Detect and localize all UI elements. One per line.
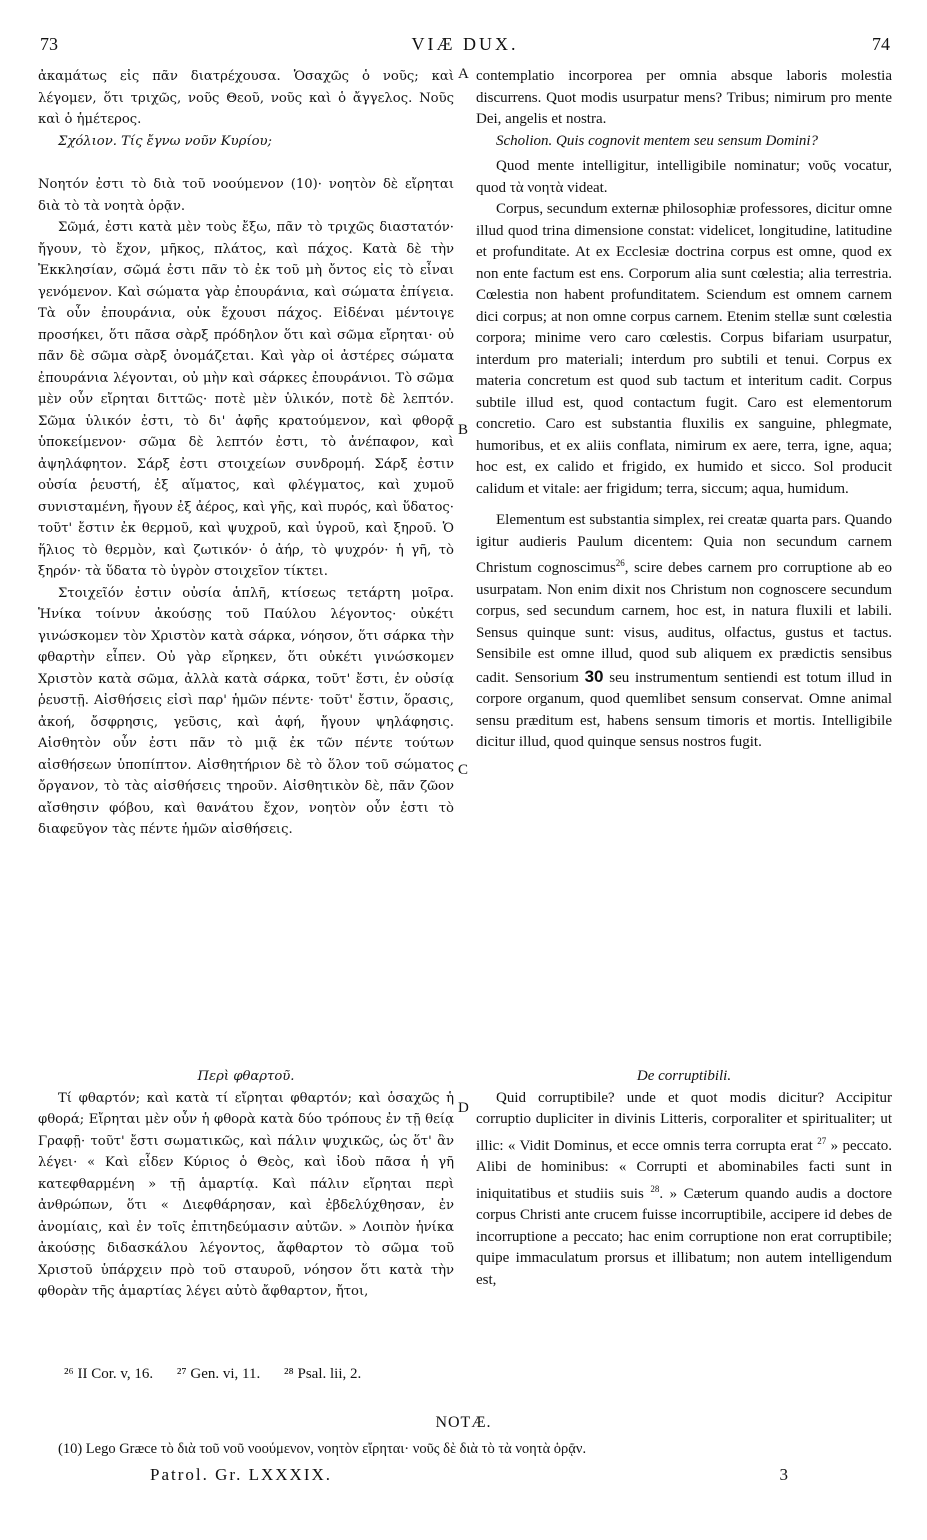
latin-para-6c: . » Cæterum quando audis a doctore corpus Christi ante crucem fuisse incorruptibile, accipere id debes de incorruptione a peccato; hac enim corruptione non erat corruptibile; quipe immaculatum prorsus et illibatum; non autem intelligendum est, (476, 1185, 892, 1288)
greek-para-6: Τί φθαρτόν; καὶ κατὰ τί εἴρηται φθαρτόν; καὶ ὁσαχῶς ἡ φθορά; Εἴρηται μὲν οὖν ἡ φθορὰ κατὰ δύο τρόπους ἐν τῇ θείᾳ Γραφῇ· τοῦτ' ἔστι σωματικῶς, καὶ πάλιν ψυχικῶς, ὡς ὅτ' ἂν λέγει· « Καὶ εἶδεν Κύριος ὁ Θεὸς, καὶ ἰδοὺ πᾶσα ἡ γῆ κατεφθαρμένη » τῇ ἁμαρτίᾳ. Καὶ πάλιν εἴρηται περὶ ἀνθρώπων, ὅτι « Διεφθάρησαν, καὶ ἐβδελύχθησαν, ἐν ἀνομίαις, καὶ ἐν τοῖς ἐπιτηδεύμασιν αὐτῶν. » Λοιπὸν ἡνίκα ἀκούσῃς διδασκάλου λέγοντος, ἄφθαρτον τὸ σῶμα τοῦ Χριστοῦ ὑπάρχειν πρὸ τοῦ σταυροῦ, νόησον ὅτι κατὰ τὴν φθορὰν τῆς ἁμαρτίας λέγει αὐτὸ ἄφθαρτον, ἤτοι, (38, 1090, 454, 1299)
marker-c: C (458, 762, 469, 778)
greek-para-4: Σῶμά, ἐστι κατὰ μὲν τοὺς ἔξω, πᾶν τὸ τριχῶς διαστατόν· ἤγουν, τὸ ἔχον, μῆκος, πλάτος, καὶ πάχος. Κατὰ δὲ τὴν Ἐκκλησίαν, σῶμά ἐστι πᾶν τὸ ἐκ τοῦ μὴ ὄντος εἰς τὸ εἶναι γενόμενον. Καὶ σώματα γὰρ ἐπουράνια, καὶ σώματα ἐπίγεια. Τὰ οὖν ἐπουράνια, οὐκ ἔχουσι πάχος. Εἰδέναι μέντοιγε προσήκει, ὅτι πᾶσα σὰρξ πρόδηλον ὅτι καὶ σῶμα εἴρηται· οὐ πᾶν δὲ σῶμα σὰρξ ὀνομάζεται. Καὶ γὰρ οἱ ἀστέρες σώματα ἐπουράνια λέγονται, οὐ μὴν καὶ σάρκες ἐπουράνιοι. Τὸ σῶμα μὲν οὖν εἴρηται διττῶς· ποτὲ μὲν ὑλικόν, ποτὲ δὲ λεπτόν. Σῶμα ὑλικόν ἐστι, τὸ δι' ἀφῆς κρατούμενον, καὶ φθορᾷ ὑποκείμενον· σῶμα δὲ λεπτόν ἐστι, τὸ ἀνέπαφον, καὶ ἀψηλάφητον. Σάρξ ἐστι στοιχείων συνδρομή. Σάρξ ἐστιν οὐσία ῥευστή, ἐξ αἵματος, καὶ φλέγματος, καὶ χυμοῦ συνισταμένη, ἤγουν ἐξ ἀέρος, καὶ γῆς, καὶ πυρός, καὶ ὕδατος· τοῦτ' ἔστιν ἐκ θερμοῦ, καὶ ψυχροῦ, καὶ ὑγροῦ, καὶ ξηροῦ. Ὁ ἥλιος τὸ θερμὸν, καὶ ζωτικόν· ὁ ἀήρ, τὸ ψυχρόν· ἡ γῆ, τὸ ξηρόν· τὰ ὕδατα τὸ ὑγρὸν στοιχεῖον τίκτει. (38, 220, 454, 579)
latin-para-6 (476, 1088, 892, 1292)
greek-para-5: Στοιχεῖόν ἐστιν οὐσία ἁπλῆ, κτίσεως τετάρτη μοῖρα. Ἡνίκα τοίνυν ἀκούσῃς τοῦ Παύλου λέγοντος· οὐκέτι γινώσκομεν τὸν Χριστὸν κατὰ σάρκα, νόησον, ὅτι σάρκα τὴν φθαρτὴν εἶπεν. Οὐ γὰρ εἴρηκεν, ὅτι οὐκέτι γινώσκομεν Χριστὸν κατὰ σῶμα, ἀλλὰ κατὰ σάρκα, τοῦτ' ἔστι, ἐν οὐσίᾳ ῥευστῇ. Αἰσθήσεις εἰσὶ παρ' ἡμῶν πέντε· τοῦτ' ἔστιν, ὅρασις, ἀκοή, ὄσφρησις, γεῦσις, καὶ ἁφή, ἤγουν ψηλάφησις. Αἰσθητὸν οὖν ἐστι πᾶν τὸ μιᾷ ἐκ τῶν πέντε τούτων αἰσθήσεων ὑποπίπτον. Αἰσθητήριον δὲ τὸ ὅλον τοῦ σώματος ὄργανον, τὸ τὰς αἰσθήσεις τηροῦν. Αἰσθητικὸν δὲ, πᾶν ζῶον αἴσθησιν φόβου, καὶ θανάτου ἔχον, νοητὸν οὖν ἐστι τὸ διαφεῦγον τὰς πέντε ἡμῶν αἰσθήσεις. (38, 585, 454, 837)
marker-b: B (458, 422, 469, 438)
latin-scholion: Scholion. Quis cognovit mentem seu sensum Domini? (496, 132, 819, 149)
latin-para-4: Corpus, secundum externæ philosophiæ professores, dicitur omne illud quod trina dimensione constat: videlicet, longitudine, latitudine et profunditate. At ex Ecclesiæ doctrina corpus est omne, quod ex non ente factum est ens. Corporum alia sunt cœlestia; alia terrestria. Cœlestia non habent profunditatem. Sciendum est omnem carnem dici corpus; at non omne corpus carnem. Etenim stellæ sunt cœlestia corpora; minime vero caro cœlestis. Corpus bifariam usurpatur, interdum pro materiali; interdum pro subtili et tenui. Corpus ex materia concretum est quod sub tactum et interitum cadit. Corpus subtile illud est, quod contactum fugit. Caro est elementorum concretio. Caro est substantia fluxilis ex sanguine, phlegmate, humoribus, et ex aliis conflata, nimirum ex aere, terra, igne, aqua; hoc est, ex calido et frigido, ex humido et sicco. Sol producit calidum et vitale: aer frigidum; terra, siccum; aqua, humidum. (476, 201, 892, 497)
latin-section-heading: De corruptibili. (636, 1068, 732, 1084)
greek-para-1: ἀκαμάτως εἰς πᾶν διατρέχουσα. Ὁσαχῶς ὁ νοῦς; καὶ λέγομεν, ὅτι τριχῶς, νοῦς Θεοῦ, νοῦς καὶ ὁ ἄγγελος. Νοῦς καὶ ὁ ἡμέτερος. (38, 69, 454, 127)
footnote-ref-28: 28 (650, 1183, 660, 1194)
footnote-ref-26: 26 (615, 558, 625, 568)
footnote-27: ²⁷ Gen. vi, 11. (176, 1366, 261, 1382)
latin-para-5b: , scire debes carnem pro corruptione ab eo usurpatam. Non enim dixit nos Christum non cognoscere secundum corpus, sed secundum carnem, hoc est, in natura fluxili et labili. Sensus quinque sunt: visus, auditus, olfactus, gustus et tactus. Sensibile est omne illud, quod sub aliquem ex prædictis sensibus cadit. Sensorium (476, 560, 892, 686)
greek-section-heading: Περὶ φθαρτοῦ. (197, 1069, 295, 1084)
latin-column-section (476, 1066, 892, 1291)
footer-sheet-number: 3 (779, 1465, 790, 1484)
greek-para-3: Νοητόν ἐστι τὸ διὰ τοῦ νοούμενον (10)· νοητὸν δὲ εἴρηται διὰ τὸ τὰ νοητὰ ὁρᾷν. (38, 177, 454, 214)
latin-para-6b: » peccato. Alibi de hominibus: « Corrupti et abominabiles facti sunt in iniquitatibus et studiis suis (476, 1137, 892, 1202)
latin-column (476, 66, 892, 754)
marker-a: A (458, 66, 469, 82)
page-number-right: 74 (872, 34, 890, 54)
footer-signature: Patrol. Gr. LXXXIX. (150, 1465, 333, 1484)
running-title: VIÆ DUX. (411, 34, 519, 54)
running-header (40, 34, 890, 58)
latin-para-5 (476, 510, 892, 754)
page-number-left: 73 (40, 34, 58, 54)
nota-10: (10) Lego Græce τὸ διὰ τοῦ νοῦ νοούμενον, νοητὸν εἴρηται· νοῦς δὲ διὰ τὸ τὰ νοητὰ ὁρᾷν. (58, 1441, 587, 1457)
latin-para-1: contemplatio incorporea per omnia absque laboris molestia discurrens. Quot modis usurpatur mens? Tribus; nimirum pro mente Dei, angelis et nostra. (476, 68, 892, 127)
latin-para-6a: Quid corruptibile? unde et quot modis dicitur? Accipitur corruptio dupliciter in divinis Litteris, corporaliter et spiritualiter; ut illic: « Vidit Dominus, et ecce omnis terra corrupta erat (476, 1089, 892, 1154)
footnote-28: ²⁸ Psal. lii, 2. (284, 1366, 362, 1382)
page-footer (150, 1465, 790, 1487)
notae-heading: NOTÆ. (435, 1414, 492, 1431)
latin-para-3: Quod mente intelligitur, intelligibile nominatur; νοῦς vocatur, quod τὰ νοητὰ videat. (476, 158, 892, 196)
greek-column (38, 66, 454, 841)
latin-para-5c: seu instrumentum sentiendi est totum illud in corpore organum, quod quemlibet sensum conservat. Omne animal sensu præditum est, habens sensum timoris et mortis. Intelligibile dicitur illud, quod quinque sensus nostros fugit. (476, 669, 892, 750)
footnote-ref-27: 27 (817, 1135, 827, 1146)
latin-para-5a: Elementum est substantia simplex, rei creatæ quarta pars. Quando igitur audieris Paulum dicentem: Quia non secundum carnem Christum cognoscimus (476, 512, 892, 576)
column-number-marker: 30 (584, 666, 604, 686)
footnote-26: ²⁶ II Cor. v, 16. (64, 1366, 154, 1382)
marker-d: D (458, 1100, 469, 1116)
greek-column-section (38, 1066, 454, 1303)
footnotes (64, 1366, 381, 1383)
greek-scholion: Σχόλιον. Τίς ἔγνω νοῦν Κυρίου; (58, 133, 272, 149)
